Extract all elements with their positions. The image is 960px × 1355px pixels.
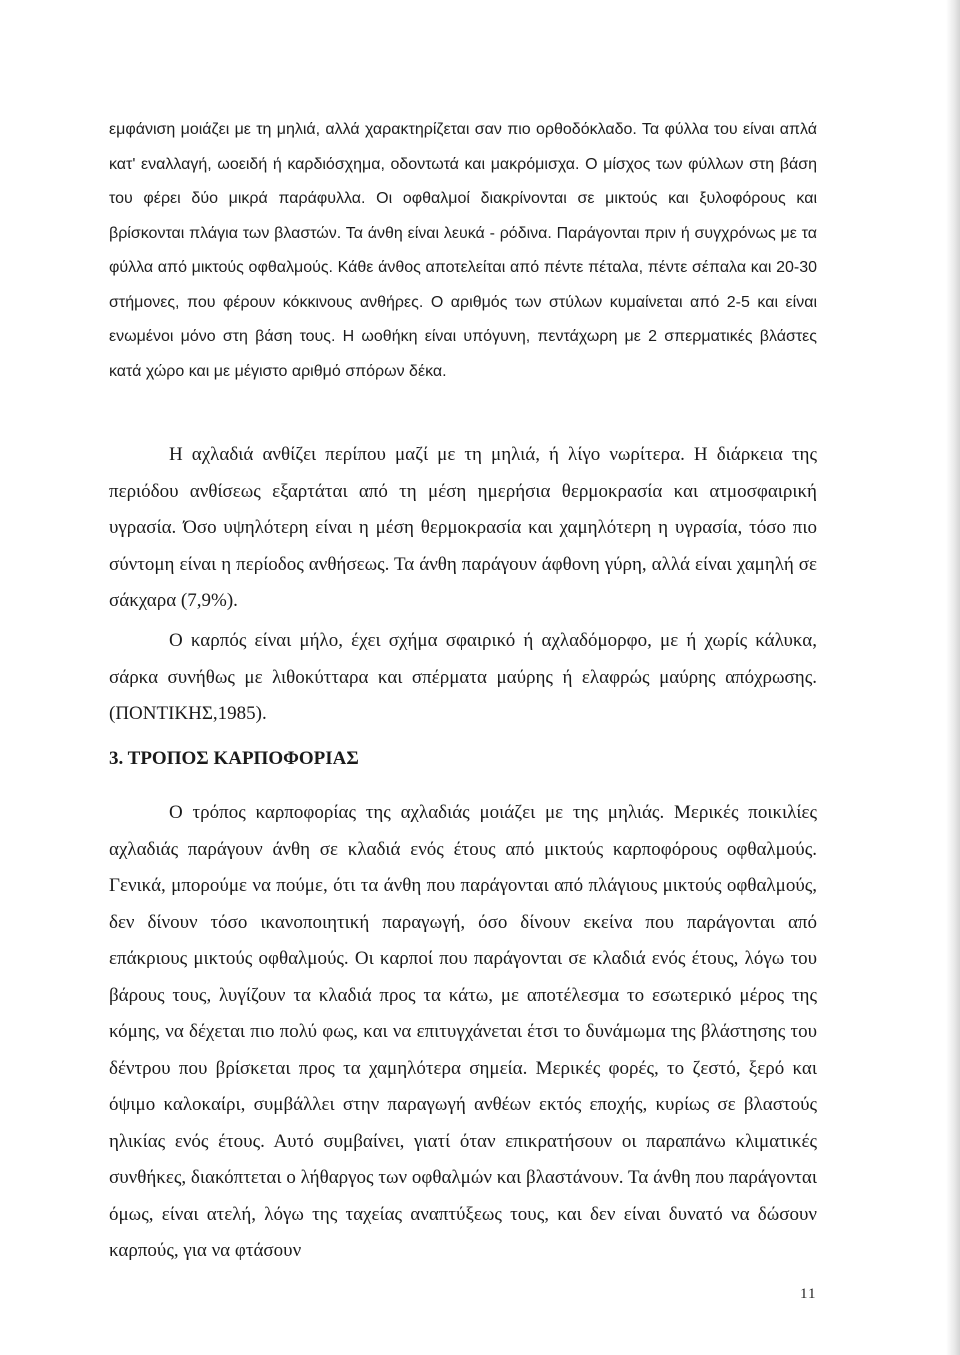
page-edge-shadow (946, 0, 960, 1355)
section-heading: 3. ΤΡΟΠΟΣ ΚΑΡΠΟΦΟΡΙΑΣ (109, 748, 359, 769)
paragraph-flower-description: εμφάνιση μοιάζει με τη μηλιά, αλλά χαρακτηρίζεται σαν πιο ορθοδόκλαδο. Τα φύλλα του είναι απλά κατ' εναλλαγή, ωοειδή ή καρδιόσχημα, οδοντωτά και μακρόμισχα. Ο μίσχος των φύλλων στη βάση του φέρει δύο μικρά παράφυλλα. Οι οφθαλμοί διακρίνονται σε μικτούς και ξυλοφόρους και βρίσκονται πλάγια των βλαστών. Τα άνθη είναι λευκά - ρόδινα. Παράγονται πριν ή συγχρόνως με τα φύλλα από μικτούς οφθαλμούς. Κάθε άνθος αποτελείται από πέντε πέταλα, πέντε σέπαλα και 20-30 στήμονες, που φέρουν κόκκινους ανθήρες. Ο αριθμός των στύλων κυμαίνεται από 2-5 και είναι ενωμένοι μόνο στη βάση τους. Η ωοθήκη είναι υπόγυνη, πεντάχωρη με 2 σπερματικές βλάστες κατά χώρο και με μέγιστο αριθμό σπόρων δέκα. (109, 121, 817, 380)
paragraph-fruit-description: Ο καρπός είναι μήλο, έχει σχήμα σφαιρικό ή αχλαδόμορφο, με ή χωρίς κάλυκα, σάρκα συνήθως με λιθοκύτταρα και σπέρματα μαύρης ή ελαφρώς μαύρης απόχρωσης. (ΠΟΝΤΙΚΗΣ,1985). (109, 630, 817, 724)
page-number: 11 (800, 1286, 817, 1302)
paragraph-fruiting-method: Ο τρόπος καρποφορίας της αχλαδιάς μοιάζει με της μηλιάς. Μερικές ποικιλίες αχλαδιάς παράγουν άνθη σε κλαδιά ενός έτους από μικτούς καρποφόρους οφθαλμούς. Γενικά, μπορούμε να πούμε, ότι τα άνθη που παράγονται από πλάγιους μικτούς οφθαλμούς, δεν δίνουν τόσο ικανοποιητική παραγωγή, όσο δίνουν εκείνα που παράγονται από επάκριους μικτούς οφθαλμούς. Οι καρποί που παράγονται σε κλαδιά ενός έτους, λόγω του βάρους τους, λυγίζουν τα κλαδιά προς τα κάτω, με αποτέλεσμα το εσωτερικό μέρος της κόμης, να δέχεται πιο πολύ φως, και να επιτυγχάνεται έτσι το δυνάμωμα της βλάστησης του δέντρου που βρίσκεται προς τα χαμηλότερα σημεία. Μερικές φορές, το ζεστό, ξερό και όψιμο καλοκαίρι, συμβάλλει στην παραγωγή ανθέων εκτός εποχής, κυρίως σε βλαστούς ηλικίας ενός έτους. Αυτό συμβαίνει, γιατί όταν επικρατήσουν οι παραπάνω κλιματικές συνθήκες, διακόπτεται ο λήθαργος των οφθαλμών και βλαστάνουν. Τα άνθη που παράγονται όμως, είναι ατελή, λόγω της ταχείας αναπτύξεως τους, και δεν είναι δυνατό να δώσουν καρπούς, για να φτάσουν (109, 802, 817, 1261)
paragraph-flowering-period: Η αχλαδιά ανθίζει περίπου μαζί με τη μηλιά, ή λίγο νωρίτερα. Η διάρκεια της περιόδου ανθίσεως εξαρτάται από τη μέση ημερήσια θερμοκρασία και ατμοσφαιρική υγρασία. Όσο υψηλότερη είναι η μέση θερμοκρασία και χαμηλότερη η υγρασία, τόσο πιο σύντομη είναι η περίοδος ανθήσεως. Τα άνθη παράγουν άφθονη γύρη, αλλά είναι χαμηλή σε σάκχαρα (7,9%). (109, 444, 817, 611)
